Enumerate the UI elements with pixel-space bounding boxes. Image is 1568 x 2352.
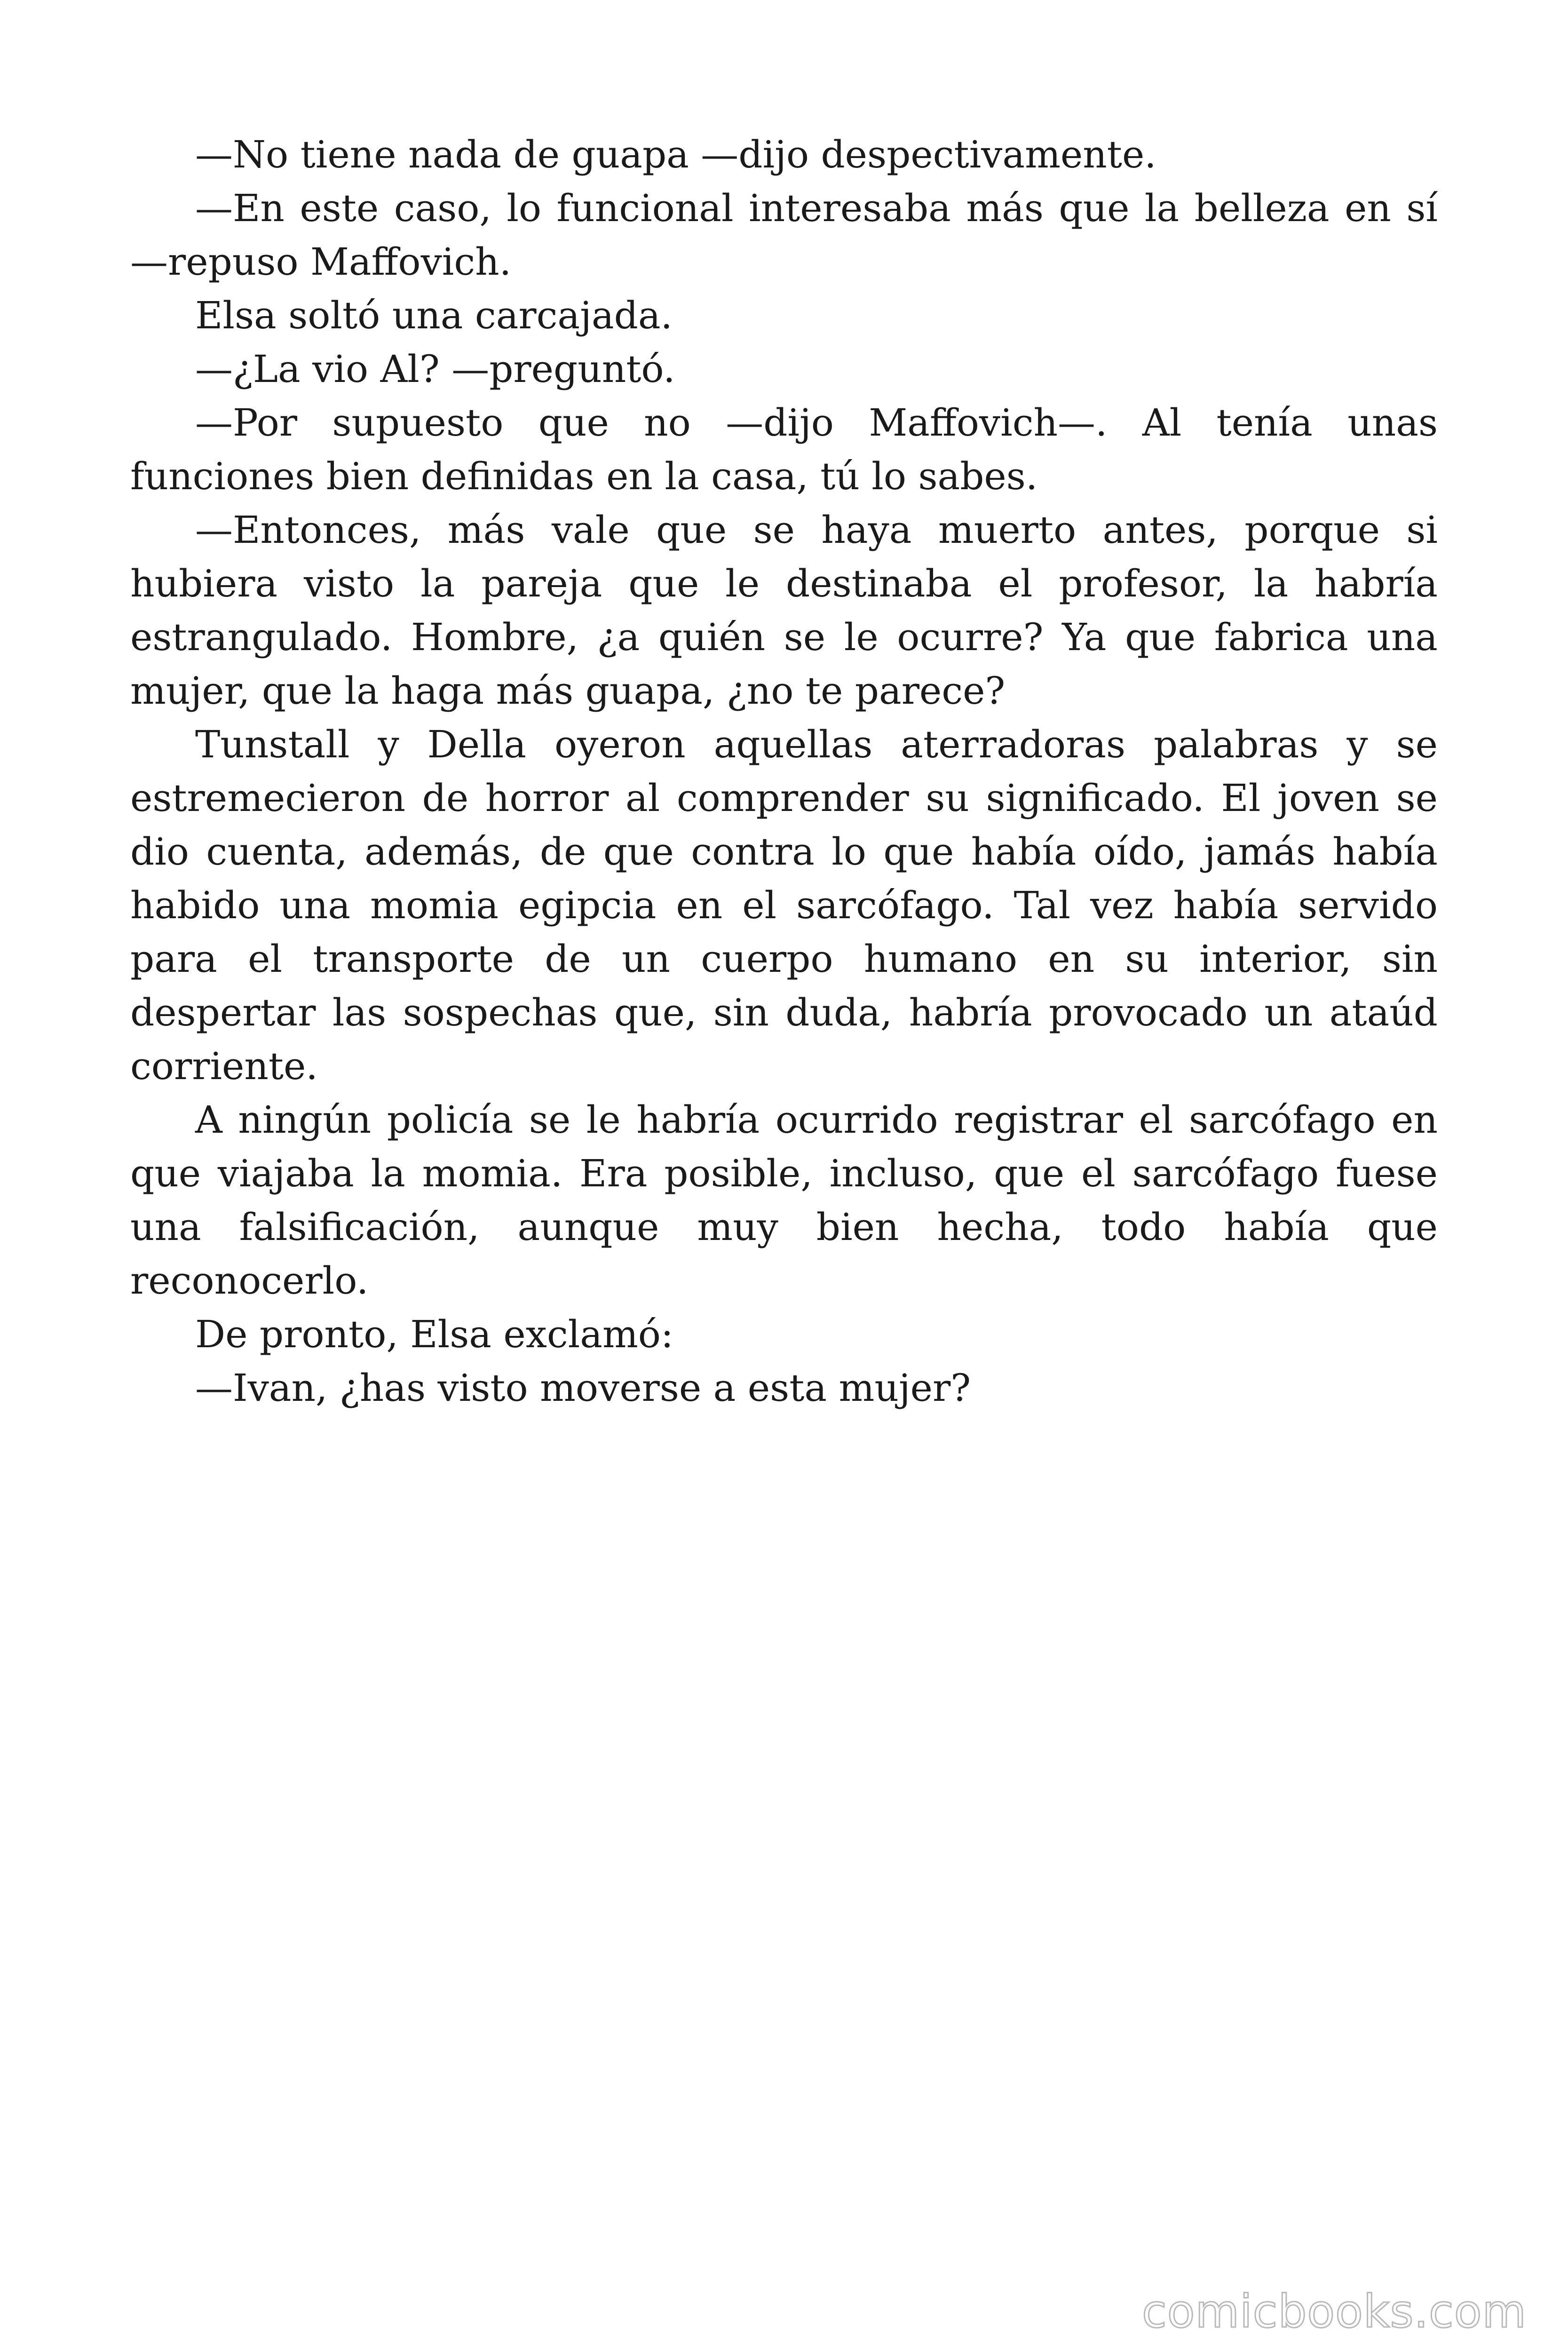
page-body <box>130 128 1438 1415</box>
paragraph: —No tiene nada de guapa —dijo despectivamente. <box>195 133 1156 176</box>
paragraph: —Ivan, ¿has visto moverse a esta mujer? <box>195 1366 971 1410</box>
paragraph: De pronto, Elsa exclamó: <box>195 1312 673 1356</box>
paragraph: Elsa soltó una carcajada. <box>195 294 673 337</box>
paragraph: —Por supuesto que no —dijo Maffovich—. Al tenía unas funciones bien definidas en la casa, tú lo sabes. <box>130 401 1438 498</box>
paragraph: —¿La vio Al? —preguntó. <box>195 347 675 391</box>
paragraph: —Entonces, más vale que se haya muerto antes, porque si hubiera visto la pareja que le destinaba el profesor, la habría estrangulado. Hombre, ¿a quién se le ocurre? Ya que fabrica una mujer, que la haga más guapa, ¿no te parece? <box>130 508 1438 713</box>
watermark: comicbooks.com <box>1141 2285 1527 2338</box>
paragraph: Tunstall y Della oyeron aquellas aterradoras palabras y se estremecieron de horror al comprender su significado. El joven se dio cuenta, además, de que contra lo que había oído, jamás había habido una momia egipcia en el sarcófago. Tal vez había servido para el transporte de un cuerpo humano en su interior, sin despertar las sospechas que, sin duda, habría provocado un ataúd corriente. <box>130 723 1438 1088</box>
paragraph: A ningún policía se le habría ocurrido registrar el sarcófago en que viajaba la momia. Era posible, incluso, que el sarcófago fuese una falsificación, aunque muy bien hecha, todo había que reconocerlo. <box>130 1098 1438 1303</box>
paragraph: —En este caso, lo funcional interesaba más que la belleza en sí —repuso Maffovich. <box>130 186 1438 284</box>
